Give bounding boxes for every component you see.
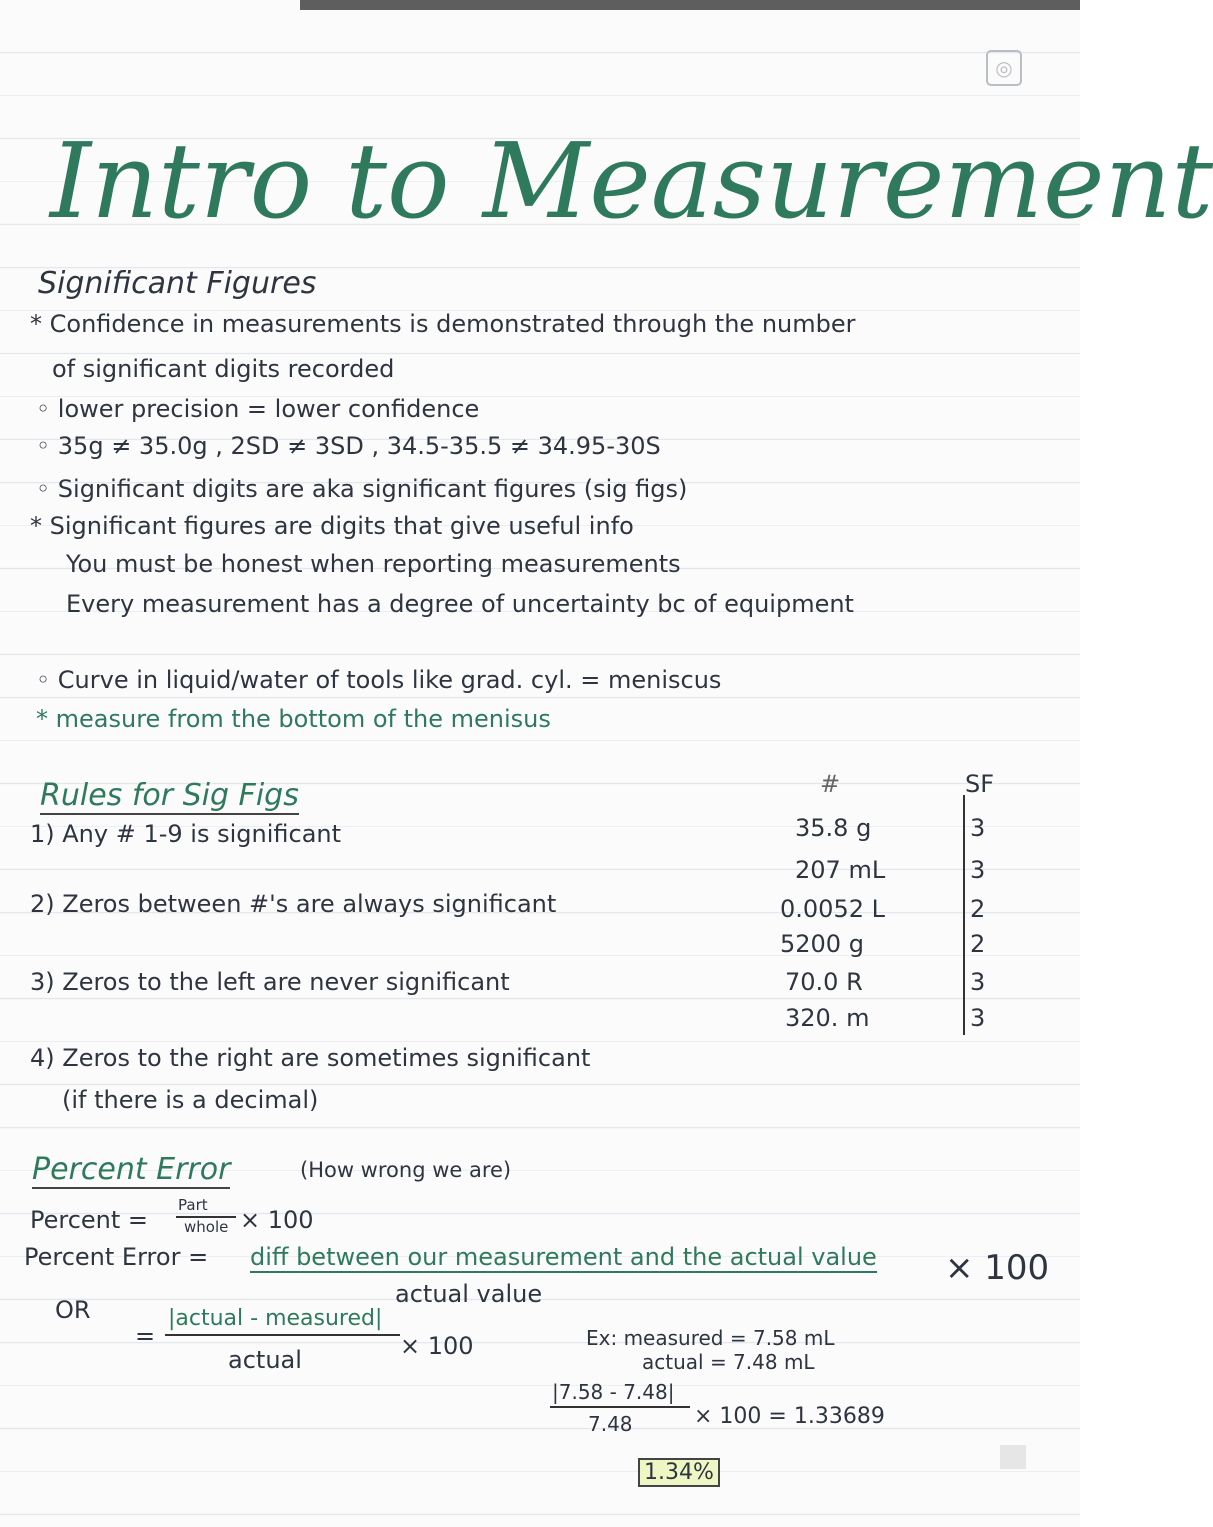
sig-figs-heading: Significant Figures (38, 266, 317, 301)
table-header-sf: SF (965, 770, 995, 798)
table-row-number: 207 mL (795, 856, 886, 884)
rule-item: 4) Zeros to the right are sometimes significant (30, 1044, 591, 1072)
percent-error-times: × 100 (945, 1248, 1050, 1288)
percent-error-note: (How wrong we are) (300, 1158, 512, 1182)
percent-error-label: Percent Error = (24, 1243, 209, 1271)
example-measured: Ex: measured = 7.58 mL (586, 1326, 835, 1350)
table-row-number: 320. m (785, 1004, 870, 1032)
table-row-sf: 2 (970, 895, 986, 923)
table-row-sf: 3 (970, 814, 986, 842)
sig-figs-line: ◦ Curve in liquid/water of tools like grad. cyl. = meniscus (36, 666, 722, 694)
sig-figs-line: You must be honest when reporting measurements (66, 550, 681, 578)
percent-label: Percent = (30, 1206, 149, 1234)
or-label: OR (55, 1296, 91, 1324)
fraction-bar (550, 1406, 690, 1408)
page-title: Intro to Measurement (50, 120, 1213, 242)
percent-times: × 100 (240, 1206, 314, 1234)
sig-figs-line: ◦ Significant digits are aka significant figures (sig figs) (36, 475, 688, 503)
table-row-sf: 3 (970, 968, 986, 996)
example-answer: 1.34% (638, 1458, 720, 1487)
percent-part: Part (178, 1196, 208, 1214)
example-result: × 100 = 1.33689 (694, 1404, 885, 1429)
rule-item: 1) Any # 1-9 is significant (30, 820, 342, 848)
table-row-number: 0.0052 L (780, 895, 885, 923)
sig-figs-line: * measure from the bottom of the menisus (36, 705, 551, 733)
sig-figs-line: Every measurement has a degree of uncertainty bc of equipment (66, 590, 854, 618)
rule-item: (if there is a decimal) (62, 1086, 319, 1114)
percent-error-numerator: diff between our measurement and the actual value (250, 1243, 877, 1271)
table-header-number: # (820, 770, 841, 798)
percent-error-heading: Percent Error (32, 1152, 231, 1187)
example-denominator: 7.48 (588, 1412, 633, 1436)
rule-item: 3) Zeros to the left are never significant (30, 968, 510, 996)
percent-error-denominator: actual value (395, 1280, 543, 1308)
table-divider (963, 795, 965, 1035)
sig-figs-line: ◦ lower precision = lower confidence (36, 395, 480, 423)
rules-heading: Rules for Sig Figs (40, 778, 299, 813)
formula-denominator: actual (228, 1346, 302, 1374)
sig-figs-line: * Significant figures are digits that give useful info (30, 512, 634, 540)
corner-mark (1000, 1445, 1026, 1469)
formula-times: × 100 (400, 1332, 474, 1360)
sig-figs-line: ◦ 35g ≠ 35.0g , 2SD ≠ 3SD , 34.5-35.5 ≠ 34.95-30S (36, 432, 661, 460)
formula-numerator: |actual - measured| (168, 1306, 383, 1331)
table-row-number: 35.8 g (795, 814, 872, 842)
equals-sign: = (135, 1322, 156, 1350)
table-row-number: 70.0 R (785, 968, 863, 996)
table-row-sf: 3 (970, 1004, 986, 1032)
rule-item: 2) Zeros between #'s are always significant (30, 890, 557, 918)
fraction-bar (165, 1334, 400, 1336)
sig-figs-line: of significant digits recorded (52, 355, 395, 383)
sig-figs-line: * Confidence in measurements is demonstrated through the number (30, 310, 856, 338)
table-row-sf: 3 (970, 856, 986, 884)
example-actual: actual = 7.48 mL (642, 1350, 815, 1374)
percent-whole: whole (184, 1218, 229, 1236)
app-logo-icon: ◎ (986, 50, 1022, 86)
example-numerator: |7.58 - 7.48| (552, 1380, 675, 1404)
table-row-number: 5200 g (780, 930, 864, 958)
table-row-sf: 2 (970, 930, 986, 958)
